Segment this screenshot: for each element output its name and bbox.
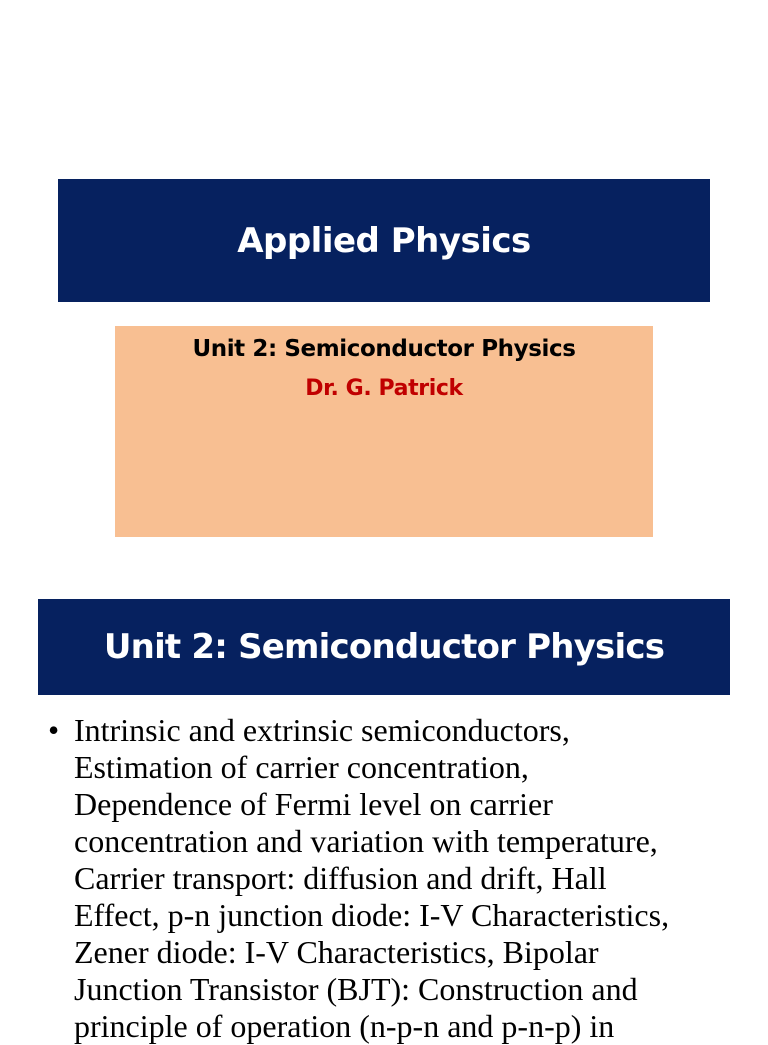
bullet-line: principle of operation (n-p-n and p-n-p) in [74, 1008, 615, 1044]
info-box [115, 326, 653, 537]
unit-banner [38, 599, 730, 695]
bullet-line: concentration and variation with temperature, [74, 823, 658, 859]
bullet-line: Zener diode: I-V Characteristics, Bipolar [74, 934, 599, 970]
unit-subtitle: Unit 2: Semiconductor Physics [192, 336, 576, 362]
bullet-line: Effect, p-n junction diode: I-V Characteristics, [74, 897, 670, 933]
bullet-line: Junction Transistor (BJT): Construction and [74, 971, 638, 1007]
bullet-text [74, 712, 714, 1045]
syllabus-content [48, 712, 728, 1045]
bullet-line: Dependence of Fermi level on carrier [74, 786, 553, 822]
unit-title: Unit 2: Semiconductor Physics [103, 627, 665, 667]
bullet-item [48, 712, 728, 1045]
bullet-line: Intrinsic and extrinsic semiconductors, [74, 712, 570, 748]
bullet-line: Carrier transport: diffusion and drift, Hall [74, 860, 607, 896]
bullet-line: Estimation of carrier concentration, [74, 749, 529, 785]
bullet-marker: • [48, 712, 60, 748]
author-name: Dr. G. Patrick [305, 376, 463, 401]
page-title: Applied Physics [237, 220, 531, 261]
title-banner [58, 179, 710, 302]
